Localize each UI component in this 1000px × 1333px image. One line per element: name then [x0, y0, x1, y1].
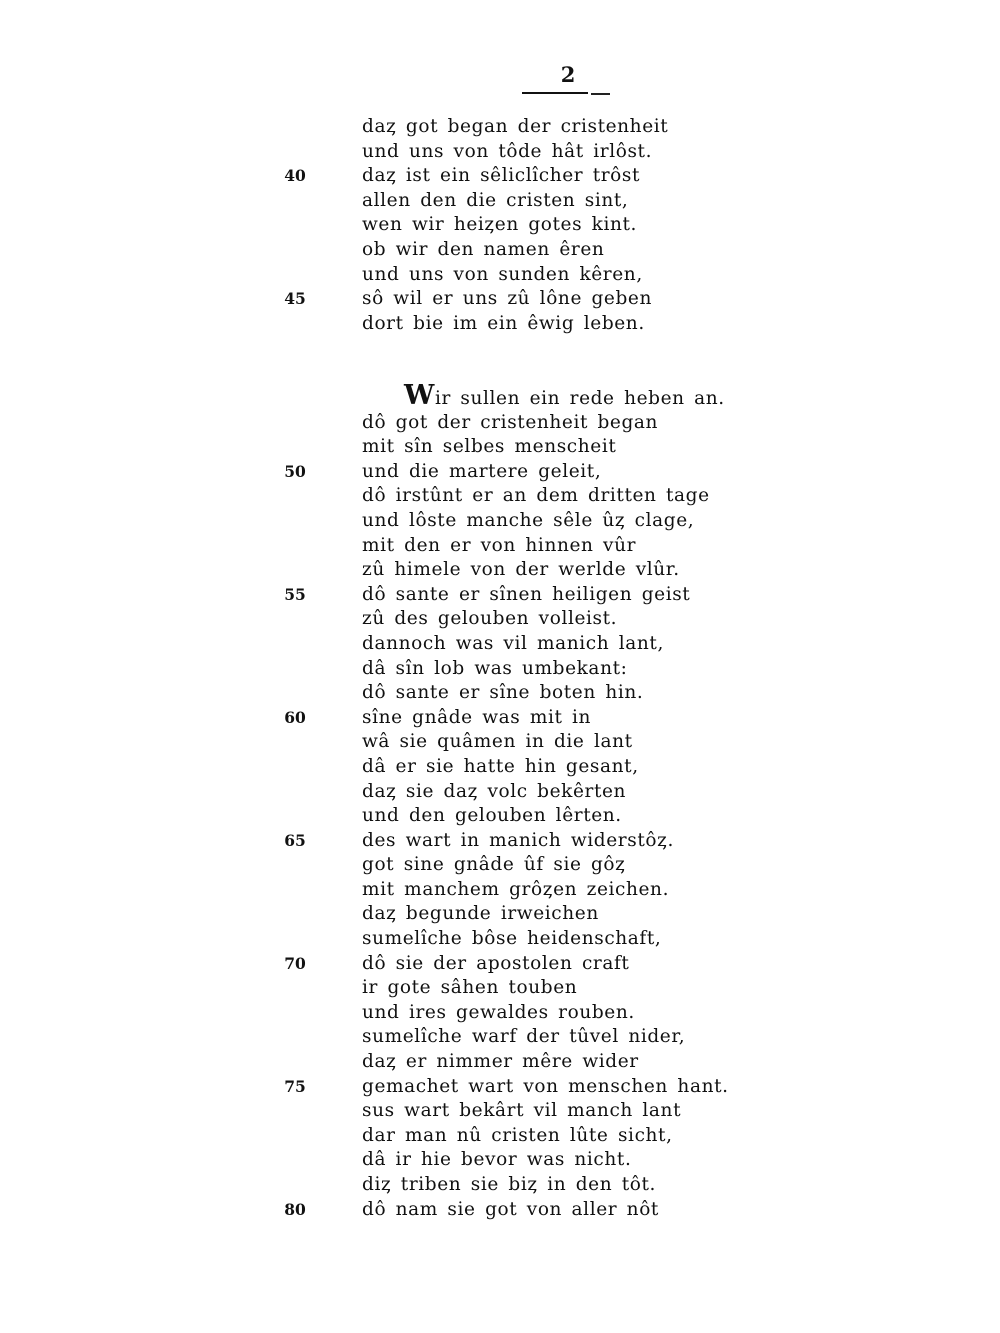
- verse-text: zû himele von der werlde vlûr.: [362, 559, 680, 581]
- line-number: 50: [284, 461, 306, 481]
- line-number: 45: [284, 289, 306, 309]
- verse-line: [0, 435, 1000, 460]
- verse-line: [0, 1050, 1000, 1075]
- verse-text: sumelîche warf der tûvel nider,: [362, 1026, 686, 1048]
- verse-line: [0, 1173, 1000, 1198]
- stanza-2: [0, 380, 1000, 1222]
- verse-text: dâ er sie hatte hin gesant,: [362, 755, 639, 777]
- verse-line: [0, 484, 1000, 509]
- verse-text: dâ ir hie bevor was nicht.: [362, 1149, 632, 1171]
- verse-line: [0, 380, 1000, 411]
- verse-text: dô sie der apostolen craft: [362, 952, 630, 974]
- stanza-1: [0, 115, 1000, 336]
- verse-line: [0, 632, 1000, 657]
- line-number: 80: [284, 1199, 306, 1219]
- verse-text: mit den er von hinnen vûr: [362, 534, 637, 556]
- verse-line: [0, 976, 1000, 1001]
- verse-line: [0, 829, 1000, 854]
- initial-capital: W: [404, 380, 435, 411]
- verse-text: dô got der cristenheit began: [362, 411, 659, 433]
- line-number: 70: [284, 953, 306, 973]
- verse-text: daȥ ist ein sêliclîcher trôst: [362, 165, 641, 187]
- verse-text: ob wir den namen êren: [362, 238, 605, 260]
- verse-line: [0, 952, 1000, 977]
- line-number: 60: [284, 707, 306, 727]
- verse-text: des wart in manich widerstôȥ.: [362, 829, 674, 851]
- header-rule: [522, 92, 588, 94]
- verse-text: dô sante er sîne boten hin.: [362, 682, 644, 704]
- verse-line: [0, 755, 1000, 780]
- verse-text: sus wart bekârt vil manch lant: [362, 1100, 682, 1122]
- verse-text: gemachet wart von menschen hant.: [362, 1075, 729, 1097]
- verse-text: und uns von tôde hât irlôst.: [362, 140, 653, 162]
- verse-text: und uns von sunden kêren,: [362, 263, 643, 285]
- verse-line: [0, 607, 1000, 632]
- verse-line: [0, 681, 1000, 706]
- verse-text: dâ sîn lob was umbekant:: [362, 657, 628, 679]
- verse-text: diȥ triben sie biȥ in den tôt.: [362, 1174, 656, 1195]
- verse-line: [0, 115, 1000, 140]
- verse-line: [0, 140, 1000, 165]
- verse-line: [0, 509, 1000, 534]
- verse-text: daȥ sie daȥ volc bekêrten: [362, 780, 627, 802]
- verse-text: sumelîche bôse heidenschaft,: [362, 928, 662, 950]
- verse-line: [0, 238, 1000, 263]
- line-number: 40: [284, 166, 306, 186]
- verse-line: [0, 1099, 1000, 1124]
- verse-text: daȥ got began der cristenheit: [362, 116, 669, 137]
- verse-text: mit manchem grôȥen zeichen.: [362, 878, 670, 900]
- verse-line: [0, 1075, 1000, 1100]
- verse-line: [0, 657, 1000, 682]
- verse-line: [0, 411, 1000, 436]
- verse-text: mit sîn selbes menscheit: [362, 436, 617, 458]
- verse-line: [0, 213, 1000, 238]
- verse-line: [0, 706, 1000, 731]
- verse-line: [0, 878, 1000, 903]
- verse-line: [0, 583, 1000, 608]
- verse-line: [0, 853, 1000, 878]
- verse-text: got sine gnâde ûf sie gôȥ: [362, 854, 626, 876]
- verse-line: [0, 558, 1000, 583]
- line-number: 75: [284, 1076, 306, 1096]
- verse-text: sô wil er uns zû lône geben: [362, 288, 652, 310]
- header-rule-segment: [591, 93, 610, 95]
- verse-text: zû des gelouben volleist.: [362, 608, 618, 630]
- verse-text: und ires gewaldes rouben.: [362, 1001, 635, 1023]
- verse-text: und lôste manche sêle ûȥ clage,: [362, 509, 695, 531]
- verse-text: sîne gnâde was mit in: [362, 706, 592, 728]
- verse-text: dar man nû cristen lûte sicht,: [362, 1124, 673, 1146]
- verse-text: daȥ er nimmer mêre wider: [362, 1051, 639, 1073]
- verse-line: [0, 287, 1000, 312]
- line-number: 65: [284, 830, 306, 850]
- verse-text: dô irstûnt er an dem dritten tage: [362, 485, 710, 507]
- verse-text: dort bie im ein êwig leben.: [362, 312, 645, 334]
- verse-line: [0, 263, 1000, 288]
- first-line-rest: ir sullen ein rede heben an.: [434, 388, 725, 409]
- verse-line: [0, 189, 1000, 214]
- verse-text: daȥ begunde irweichen: [362, 903, 599, 925]
- verse-line: [0, 927, 1000, 952]
- verse-text: und die martere geleit,: [362, 460, 602, 482]
- verse-text: dô nam sie got von aller nôt: [362, 1198, 659, 1220]
- verse-line: [0, 902, 1000, 927]
- verse-text: und den gelouben lêrten.: [362, 805, 622, 827]
- verse-line: [0, 312, 1000, 337]
- verse-line: [0, 460, 1000, 485]
- verse-text: wen wir heiȥen gotes kint.: [362, 214, 638, 236]
- verse-text: ir gote sâhen touben: [362, 977, 578, 999]
- verse-line: [0, 164, 1000, 189]
- line-number: 55: [284, 584, 306, 604]
- verse-text: wâ sie quâmen in die lant: [362, 731, 633, 753]
- verse-text: [404, 380, 725, 412]
- verse-line: [0, 1148, 1000, 1173]
- verse-line: [0, 1198, 1000, 1223]
- verse-line: [0, 534, 1000, 559]
- verse-text: dannoch was vil manich lant,: [362, 632, 664, 654]
- verse-text: dô sante er sînen heiligen geist: [362, 583, 691, 605]
- verse-line: [0, 1025, 1000, 1050]
- verse-line: [0, 780, 1000, 805]
- verse-line: [0, 1001, 1000, 1026]
- verse-text: allen den die cristen sint,: [362, 189, 629, 211]
- page-number: 2: [560, 62, 576, 87]
- verse-line: [0, 804, 1000, 829]
- verse-line: [0, 730, 1000, 755]
- verse-line: [0, 1124, 1000, 1149]
